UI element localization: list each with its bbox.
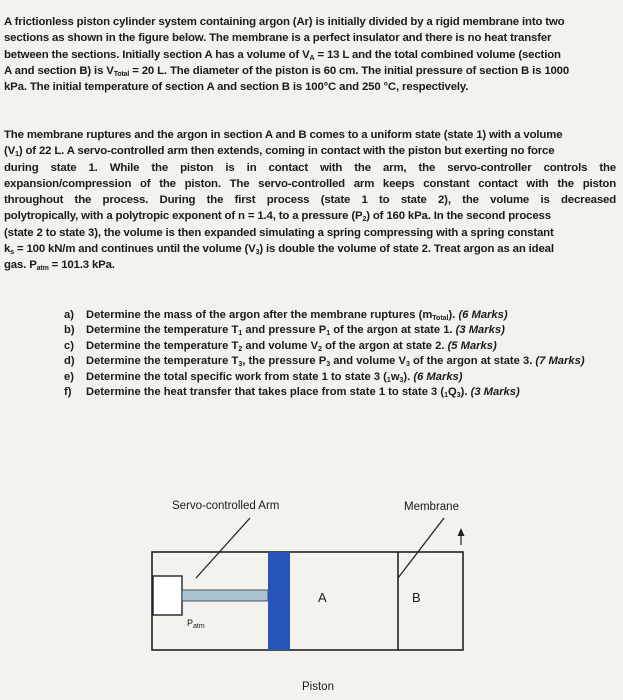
part-text: of the argon at state 1.: [330, 324, 453, 337]
process-text: polytropically, with a polytropic exponent of n = 1.4, to a pressure (P: [4, 210, 363, 223]
process-line: The membrane ruptures and the argon in section A and B comes to a uniform state (state 1) with a volume: [4, 129, 563, 141]
subscript: 1: [238, 330, 243, 338]
servo-housing: [153, 576, 182, 615]
part-text: Determine the temperature T: [86, 339, 239, 352]
part-marks: (5 Marks): [447, 339, 497, 352]
part-text: and pressure P: [242, 324, 327, 337]
membrane-label: Membrane: [404, 501, 459, 513]
membrane-arrow-head: [458, 528, 465, 536]
section-a-label: A: [318, 590, 327, 605]
process-text: ) of 22 L. A servo-controlled arm then extends, coming in contact with the piston but exerting no force: [18, 145, 555, 158]
piston: [268, 552, 290, 650]
part-marks: (7 Marks): [535, 355, 585, 368]
subscript: 1: [444, 392, 449, 400]
subscript: 3: [405, 361, 410, 369]
part-label: e): [64, 370, 74, 383]
subscript: A: [309, 54, 315, 62]
part-text: ).: [403, 370, 411, 383]
part-label: b): [64, 324, 75, 337]
part-marks: (3 Marks): [455, 324, 505, 337]
servo-arm-leader-line: [196, 518, 250, 578]
part-text: and volume V: [242, 339, 319, 352]
piston-label: Piston: [302, 681, 334, 693]
intro-text: = 13 L and the total combined volume (section: [314, 48, 561, 61]
subscript: 3: [255, 249, 260, 257]
part-text: Determine the temperature T: [86, 324, 239, 337]
process-line: expansion/compression of the piston. The servo-controlled arm keeps constant contact with the piston: [4, 177, 616, 190]
subscript: 1: [326, 330, 331, 338]
part-marks: (6 Marks): [458, 309, 508, 321]
process-text: = 100 kN/m and continues until the volume (V: [13, 243, 256, 256]
process-text: ) of 160 kPa. In the second process: [366, 210, 551, 223]
process-text: = 101.3 kPa.: [48, 259, 115, 272]
section-b-label: B: [412, 590, 421, 605]
intro-text: between the sections. Initially section A has a volume of V: [4, 48, 310, 61]
patm-label: [187, 618, 205, 628]
intro-line: kPa. The initial temperature of section A and section B is 100°C and 250 °C, respectively.: [4, 81, 469, 94]
process-text: gas. P: [4, 259, 37, 272]
process-line: during state 1. While the piston is in contact with the arm, the servo-controller controls the: [4, 161, 616, 174]
membrane-leader-line: [398, 518, 444, 578]
part-text: Q: [448, 386, 457, 399]
subscript: s: [10, 249, 14, 257]
part-text: of the argon at state 2.: [321, 339, 445, 352]
part-text: Determine the temperature T: [86, 355, 239, 368]
subscript: 1: [15, 151, 19, 159]
subscript: 2: [318, 345, 322, 353]
part-label: f): [64, 386, 72, 399]
patm-text: P: [187, 618, 194, 628]
part-label: c): [64, 339, 74, 352]
intro-line: sections as shown in the figure below. The membrane is a perfect insulator and there is no heat transfer: [4, 32, 552, 45]
process-line: (state 2 to state 3), the volume is then expanded simulating a spring compressing with a spring constant: [4, 226, 554, 239]
process-text: k: [4, 243, 11, 256]
subscript: 3: [399, 376, 404, 384]
part-text: ).: [448, 309, 456, 321]
part-label: a): [64, 309, 74, 321]
part-marks: (3 Marks): [470, 386, 520, 399]
subscript: 2: [238, 345, 243, 353]
intro-line: A frictionless piston cylinder system containing argon (Ar) is initially divided by a rigid membrane into two: [4, 16, 565, 28]
process-text: ) is double the volume of state 2. Treat argon as an ideal: [259, 243, 554, 256]
part-text: Determine the mass of the argon after the membrane ruptures (m: [86, 309, 433, 321]
subscript: atm: [193, 623, 205, 630]
part-marks: (6 Marks): [413, 370, 463, 383]
part-text: w: [390, 370, 400, 383]
subscript: 3: [456, 392, 461, 400]
part-text: and volume V: [330, 355, 406, 368]
process-line: throughout the process. During the first process (state 1 to state 2), the volume is decreased: [4, 194, 616, 207]
intro-text: = 20 L. The diameter of the piston is 60 cm. The initial pressure of section B is 1000: [129, 64, 570, 77]
subscript: atm: [36, 265, 49, 273]
part-text: Determine the total specific work from state 1 to state 3 (: [86, 370, 387, 383]
subscript: 3: [326, 361, 331, 369]
part-label: d): [64, 355, 75, 368]
process-text: (V: [4, 145, 16, 158]
subscript: Total: [113, 70, 130, 78]
subscript: Total: [432, 315, 449, 322]
servo-arm-label: Servo-controlled Arm: [172, 500, 280, 512]
part-text: ).: [460, 386, 468, 399]
part-text: , the pressure P: [242, 355, 327, 368]
servo-rod: [182, 590, 268, 601]
subscript: 3: [238, 361, 243, 369]
part-text: Determine the heat transfer that takes place from state 1 to state 3 (: [86, 386, 445, 399]
intro-text: A and section B) is V: [4, 64, 114, 77]
part-text: of the argon at state 3.: [409, 355, 533, 368]
subscript: 2: [362, 216, 367, 224]
subscript: 1: [386, 376, 391, 384]
